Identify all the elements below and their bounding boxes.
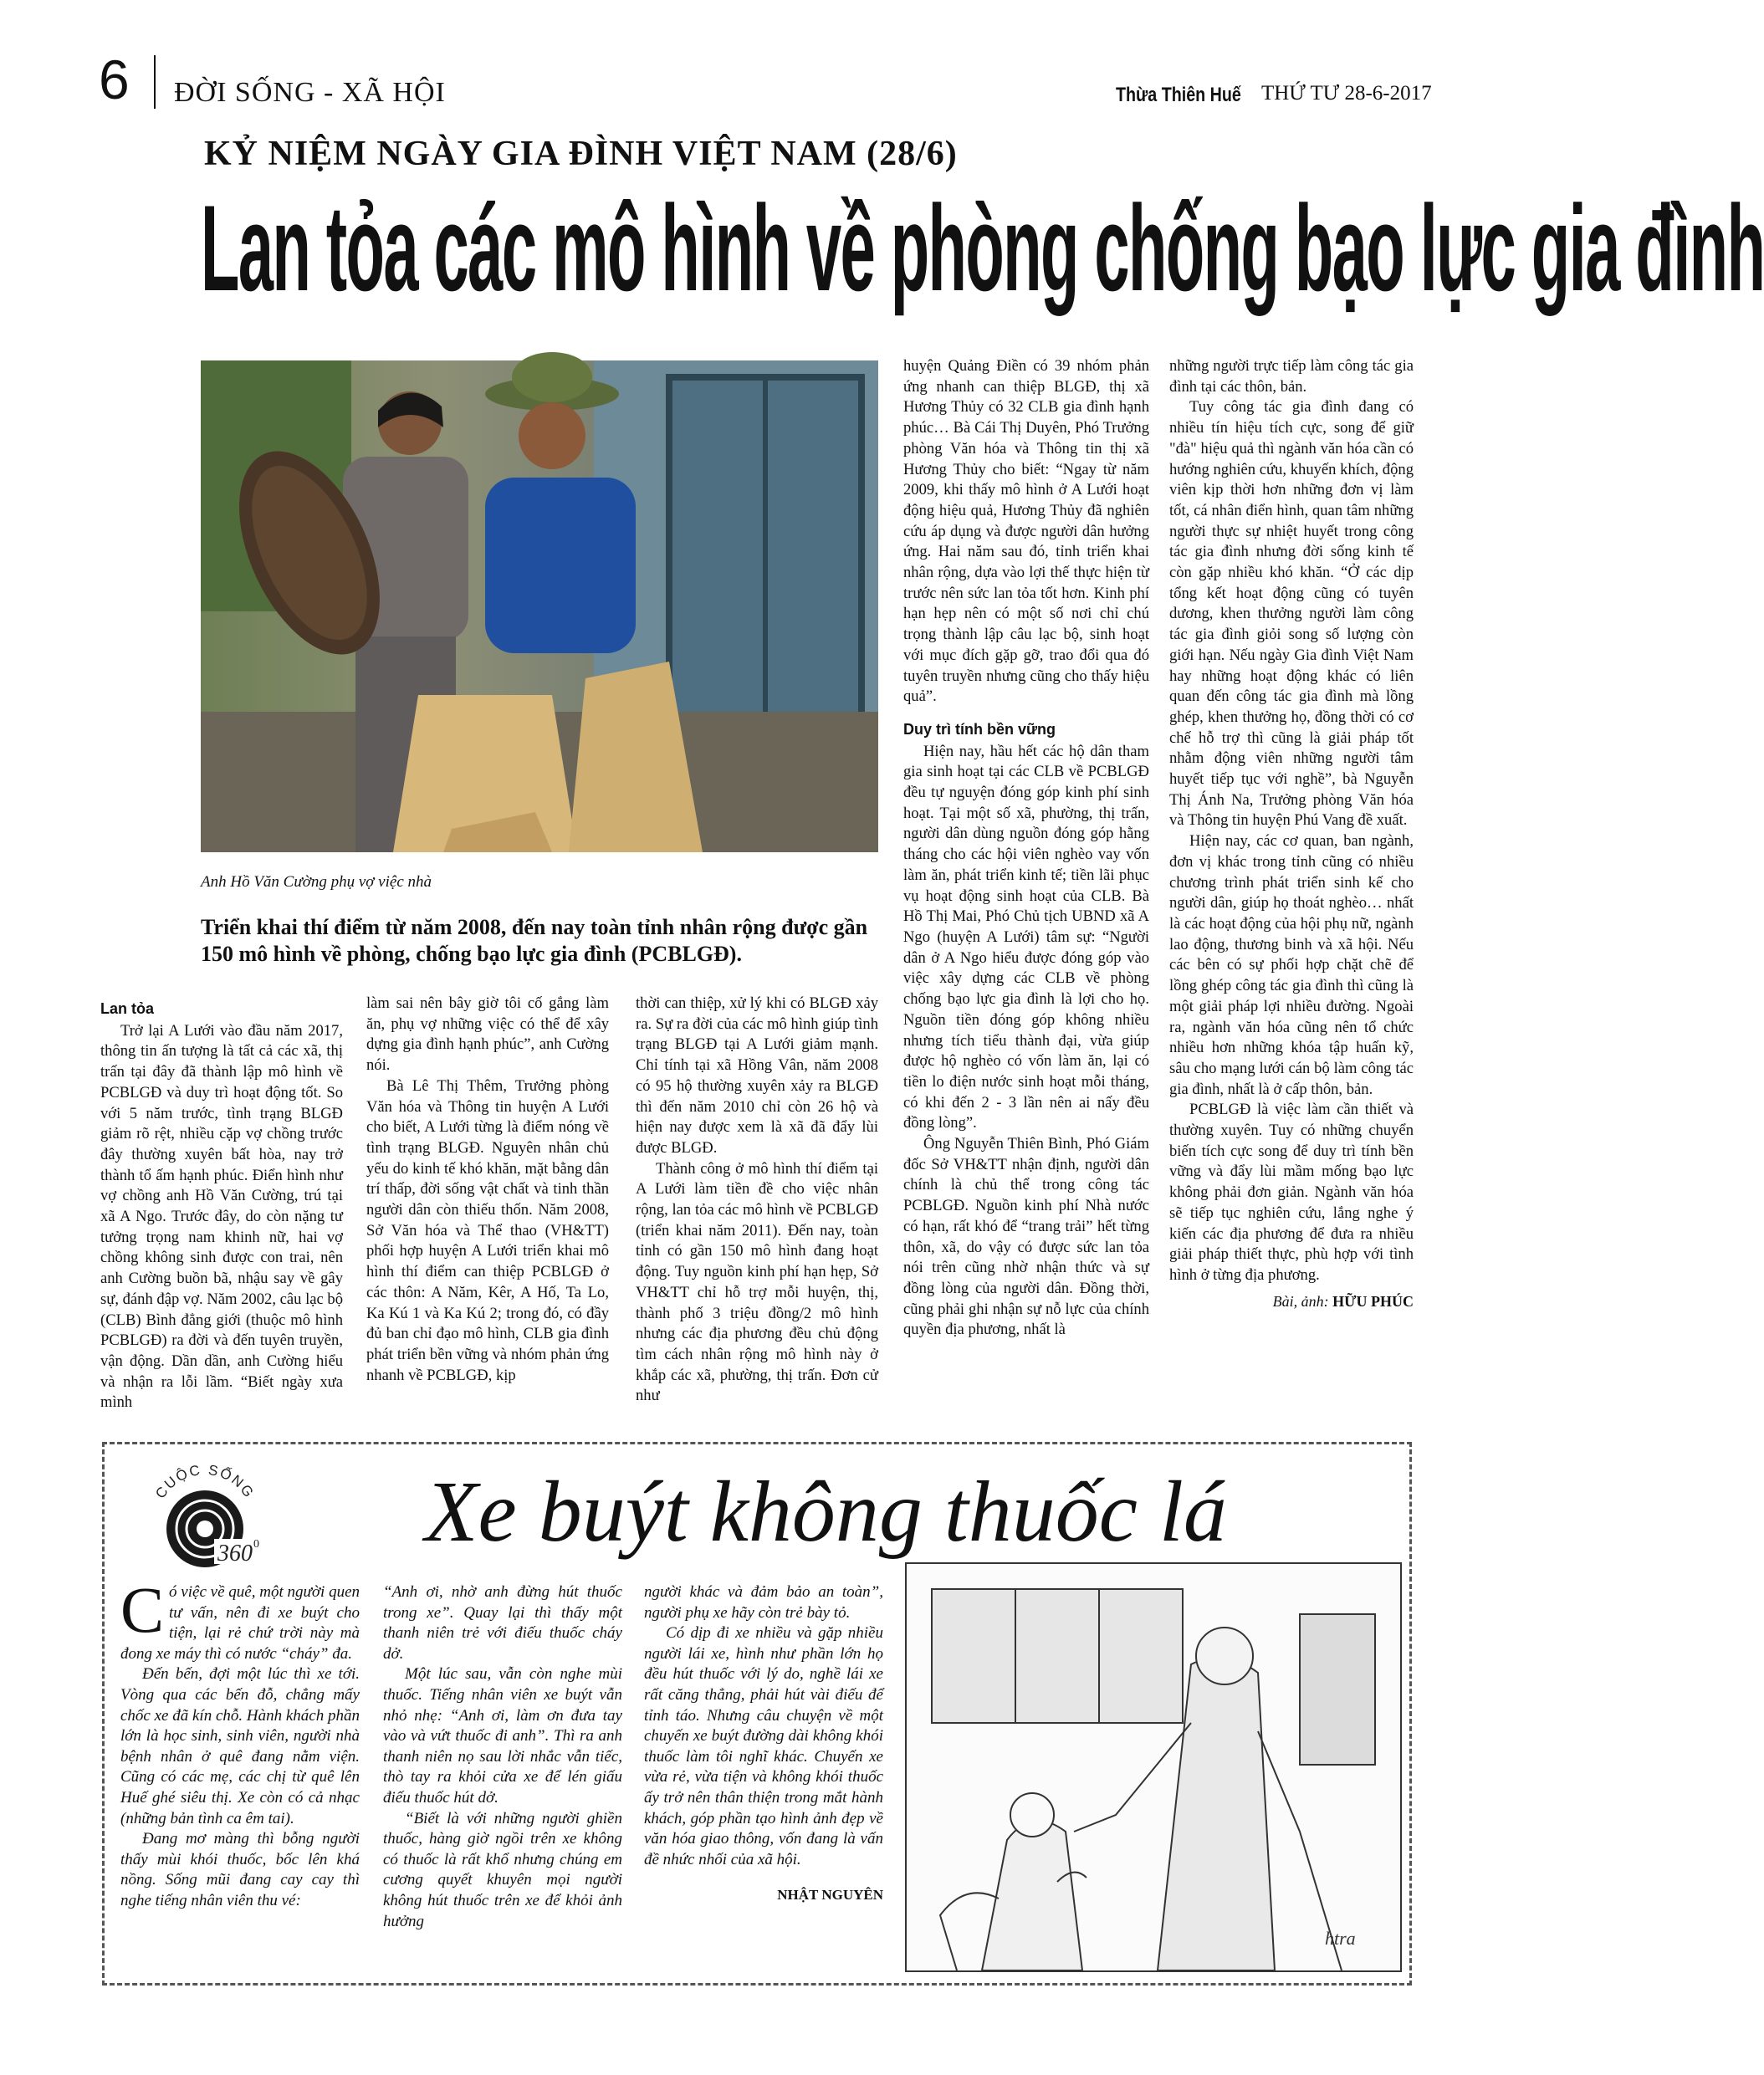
- paragraph: “Anh ơi, nhờ anh đừng hút thuốc trong xe”. Quay lại thì thấy một thanh niên trẻ với điếu thuốc cháy dở.: [383, 1583, 622, 1663]
- issue-date: THỨ TƯ 28-6-2017: [1261, 82, 1432, 105]
- paragraph: ó việc về quê, một người quen tư vấn, nên đi xe buýt cho tiện, lại rẻ chứ trời này mà đong xe máy thì có nước “cháy” đa.: [120, 1583, 360, 1663]
- logo-text: CUỘC SỐNG: [152, 1461, 258, 1502]
- paragraph: Tuy công tác gia đình đang có nhiều tín hiệu tích cực, song để giữ "đà" hiệu quả thì ngành văn hóa cần có hướng nghiên cứu, khuyến khích, động viên kịp thời hơn những đơn vị làm tốt, cá nhân điển hình, quan tâm những người thực sự nhiệt huyết trong công tác gia đình nhưng đời sống kinh tế còn gặp nhiều khó khăn. “Ở các dịp tổng kết hoạt động cũng có tuyên dương, khen thưởng người làm công tác gia đình giỏi song số lượng còn giới hạn. Nếu ngày Gia đình Việt Nam hay những hoạt động khác có liên quan đến công tác gia đình mà lồng ghép, khen thưởng họ, đồng thời có cơ chế hỗ trợ thì cũng là giải pháp tốt nhằm động viên những người tâm huyết tiếp tục với nghề”, bà Nguyễn Thị Ánh Na, Trưởng phòng Văn hóa và Thông tin huyện Phú Vang đề xuất.: [1169, 398, 1414, 830]
- photo-caption: Anh Hồ Văn Cường phụ vợ việc nhà: [201, 873, 432, 891]
- page-number: 6: [99, 49, 130, 110]
- feature-author: NHẬT NGUYÊN: [777, 1887, 883, 1904]
- feature-column-2: [383, 1582, 622, 1932]
- article-column-1: [100, 999, 343, 1413]
- bus-illustration: [905, 1562, 1402, 1972]
- byline: [1169, 1291, 1414, 1312]
- paragraph: Thành công ở mô hình thí điểm tại A Lưới làm tiền đề cho việc nhân rộng, lan tỏa các mô hình về PCBLGĐ (triển khai năm 2011). Đến nay, toàn tỉnh có gần 150 mô hình đang hoạt động. Tuy nguồn kinh phí hạn hẹp, Sở VH&TT chỉ hỗ trợ mỗi huyện, thị, thành phố 3 triệu đồng/2 mô hình nhưng các địa phương đều chủ động tìm cách nhân rộng mô hình này ở khắp các xã, phường, thị trấn. Đơn cử như: [636, 1159, 878, 1405]
- section-title: ĐỜI SỐNG - XÃ HỘI: [174, 77, 446, 108]
- paragraph: Ông Nguyễn Thiên Bình, Phó Giám đốc Sở VH&TT nhận định, người dân chính là chủ thể trong công tác PCBLGĐ. Nguồn kinh phí Nhà nước có hạn, rất khó để “trang trải” hết từng thôn, xã, do vậy có được sức lan tỏa nói trên cũng nhờ nhận thức và sự đồng lòng của người dân. Đồng thời, cũng phải ghi nhận sự nỗ lực của chính quyền địa phương, nhất là: [903, 1135, 1149, 1339]
- feature-column-1: [120, 1573, 360, 1912]
- cuoc-song-360-logo: [142, 1457, 268, 1574]
- paragraph: Bà Lê Thị Thêm, Trưởng phòng Văn hóa và Thông tin huyện A Lưới cho biết, A Lưới từng là điểm nóng về tình trạng BLGĐ. Nguyên nhân chủ yếu do kinh tế khó khăn, mặt bằng dân trí thấp, đời sống vật chất và tinh thần người dân còn thiếu thốn. Năm 2008, Sở Văn hóa và Thể thao (VH&TT) phối hợp huyện A Lưới triển khai mô hình thí điểm can thiệp PCBLGĐ ở các thôn: A Năm, Kêr, A Hố, Ta Lo, Ka Kú 1 và Ka Kú 2; trong đó, có đầy đủ ban chỉ đạo mô hình, CLB gia đình phát triển bền vững và nhóm phản ứng nhanh về PCBLGĐ, kịp: [366, 1076, 609, 1384]
- paragraph: người khác và đảm bảo an toàn”, người phụ xe hãy còn trẻ bày tỏ.: [644, 1583, 883, 1622]
- article-lead: Triển khai thí điểm từ năm 2008, đến nay toàn tỉnh nhân rộng được gần 150 mô hình về phòng, chống bạo lực gia đình (PCBLGĐ).: [201, 915, 868, 966]
- paragraph: làm sai nên bây giờ tôi cố gắng làm ăn, phụ vợ những việc có thể để xây dựng gia đình hạnh phúc”, anh Cường nói.: [366, 994, 609, 1075]
- article-column-2: [366, 994, 609, 1386]
- byline-author: HỮU PHÚC: [1332, 1292, 1414, 1310]
- newspaper-name: Thừa Thiên Huế: [1116, 84, 1241, 106]
- paragraph: Có dịp đi xe nhiều và gặp nhiều người lái xe, hình như phần lớn họ đều hút thuốc với lý do, nghề lái xe rất căng thẳng, phải hút vài điếu để tỉnh táo. Nhưng câu chuyện về một chuyến xe buýt đường dài không khói thuốc làm tôi nghĩ khác. Chuyến xe vừa rẻ, vừa tiện và không khói thuốc ấy trở nên thân thiện trong mắt hành khách, góp phần tạo hình ảnh đẹp về văn hóa giao thông, vốn đang là vấn đề nhức nhối của xã hội.: [644, 1624, 883, 1868]
- illustration-signature: htra: [1325, 1928, 1356, 1949]
- paragraph: PCBLGĐ là việc làm cần thiết và thường xuyên. Tuy có những chuyển biến tích cực song để duy trì tính bền vững và đẩy lùi mầm mống bạo lực không phải đơn giản. Ngành văn hóa sẽ tiếp tục nghiên cứu, lắng nghe ý kiến các địa phương để đưa ra nhiều giải pháp thiết thực, phù hợp với tình hình ở từng địa phương.: [1169, 1101, 1414, 1284]
- subhead-duy-tri: Duy trì tính bền vững: [903, 720, 1056, 738]
- header-divider: [154, 55, 156, 109]
- paragraph: Đến bến, đợi một lúc thì xe tới. Vòng qua các bến đỗ, chẳng mấy chốc xe đã kín chỗ. Hành khách phần lớn là học sinh, sinh viên, người nhà bệnh nhân ở quê đang nằm viện. Cũng có các mẹ, các chị từ quê lên Huế ghé siêu thị. Xe còn có cả nhạc (những bản tình ca êm tai).: [120, 1665, 360, 1827]
- article-column-3: [636, 994, 878, 1407]
- paragraph: huyện Quảng Điền có 39 nhóm phản ứng nhanh can thiệp BLGĐ, thị xã Hương Thủy có 32 CLB gia đình hạnh phúc… Bà Cái Thị Duyên, Phó Trưởng phòng Văn hóa và Thông tin thị xã Hương Thủy cho biết: “Ngay từ năm 2009, khi thấy mô hình ở A Lưới hoạt động hiệu quả, Hương Thủy đã nghiên cứu áp dụng và được người dân hưởng ứng. Hai năm sau đó, tỉnh triển khai nhân rộng, dựa vào lợi thế thực hiện từ trước nên sức lan tỏa tốt hơn. Kinh phí hạn hẹp nên có một số nơi chỉ chú trọng thành lập câu lạc bộ, sinh hoạt với mục đích gặp gỡ, trao đổi qua đó tuyên truyền nhưng cũng cho thấy hiệu quả”.: [903, 357, 1149, 706]
- paragraph: Một lúc sau, vẫn còn nghe mùi thuốc. Tiếng nhân viên xe buýt vẫn nhỏ nhẹ: “Anh ơi, làm ơn đưa tay vào và vứt thuốc đi anh”. Thì ra anh thanh niên nọ sau lời nhắc vẫn tiếc, thò tay ra khỏi cửa xe để lén giấu điếu thuốc hút dở.: [383, 1665, 622, 1807]
- feature-column-3: [644, 1582, 883, 1906]
- paragraph: Đang mơ màng thì bỗng người thấy mùi khói thuốc, bốc lên khá nồng. Sống mũi đang cay cay thì nghe tiếng nhân viên thu vé:: [120, 1830, 360, 1909]
- logo-degree: 0: [253, 1538, 259, 1551]
- logo-number: 360: [217, 1541, 253, 1566]
- paragraph: “Biết là với những người ghiền thuốc, hàng giờ ngồi trên xe không có thuốc là rất khổ nhưng chúng em cương quyết khuyên mọi người không hút thuốc trên xe để khỏi ảnh hưởng: [383, 1809, 622, 1930]
- article-column-5: [1169, 356, 1414, 1311]
- article-column-4: [903, 356, 1149, 1341]
- article-kicker: KỶ NIỆM NGÀY GIA ĐÌNH VIỆT NAM (28/6): [204, 135, 958, 173]
- drop-cap: C: [120, 1573, 165, 1646]
- paragraph: Hiện nay, các cơ quan, ban ngành, đơn vị khác trong tỉnh cũng có nhiều chương trình phát triển sinh kế cho người dân, giúp họ thoát nghèo… nhất là các hoạt động của hội phụ nữ, ngành lao động, thương binh và xã hội. Nếu các bên có sự phối hợp chặt chẽ để lồng ghép công tác gia đình thì cũng là một giải pháp lợi nhiều đường. Ngoài ra, ngành văn hóa cũng nên tổ chức nhiều hơn những khóa tập huấn kỹ, sâu cho mạng lưới cán bộ làm công tác gia đình, nhất là ở cấp thôn, bản.: [1169, 832, 1414, 1098]
- paragraph: những người trực tiếp làm công tác gia đình tại các thôn, bản.: [1169, 357, 1414, 396]
- paragraph: thời can thiệp, xử lý khi có BLGĐ xảy ra. Sự ra đời của các mô hình giúp tình trạng BLGĐ tại A Lưới giảm mạnh. Chỉ tính tại xã Hồng Vân, năm 2008 có 95 hộ thường xuyên xảy ra BLGĐ thì đến năm 2010 chỉ còn 26 hộ và hiện nay được xem là xã đã đẩy lùi được BLGĐ.: [636, 994, 878, 1157]
- article-headline: Lan tỏa các mô hình về phòng chống bạo lực gia đình: [201, 180, 1764, 316]
- byline-label: Bài, ảnh:: [1272, 1292, 1329, 1310]
- paragraph: Trở lại A Lưới vào đầu năm 2017, thông tin ấn tượng là tất cả các xã, thị trấn tại đây đã thành lập mô hình về PCBLGĐ và duy trì hoạt động tốt. So với 5 năm trước, tình trạng BLGĐ giảm rõ rệt, nhiều cặp vợ chồng trước đây thường xuyên bất hòa, nay trở thành tổ ấm hạnh phúc. Điển hình như vợ chồng anh Hồ Văn Cường, trú tại xã A Ngo. Trước đây, do còn nặng tư tưởng trọng nam khinh nữ, hai vợ chồng không sinh được con trai, nên anh Cường buồn bã, nhậu say về gây sự, đánh đập vợ. Năm 2002, câu lạc bộ (CLB) Bình đẳng giới (thuộc mô hình PCBLGĐ) ra đời và đến tuyên truyền, vận động. Dần dần, anh Cường hiểu và nhận ra lỗi lầm. “Biết ngày xưa mình: [100, 1021, 343, 1412]
- subhead-lan-toa: Lan tỏa: [100, 1000, 155, 1017]
- paragraph: Hiện nay, hầu hết các hộ dân tham gia sinh hoạt tại các CLB về PCBLGĐ đều tự nguyện đóng góp kinh phí sinh hoạt. Tại một số xã, phường, thị trấn, người dân dùng nguồn đóng góp hằng tháng cho các hội viên nghèo vay vốn làm ăn, phát triển kinh tế; tiền lãi phục vụ hoạt động sinh hoạt của CLB. Bà Hồ Thị Mai, Phó Chủ tịch UBND xã A Ngo (huyện A Lưới) tâm sự: “Người dân ở A Ngo hiểu được đóng góp vào việc xây dựng các CLB về phòng chống bạo lực gia đình là lợi cho họ. Nguồn tiền đóng góp không nhiều nhưng tích tiểu thành đại, vừa giúp được hộ nghèo có vốn làm ăn, lại có tiền lo điện nước sinh hoạt mỗi tháng, có khi đến 2 - 3 lần nên ai nấy đều đồng lòng”.: [903, 742, 1149, 1132]
- article-photo: [201, 360, 878, 852]
- feature-title: Xe buýt không thuốc lá: [425, 1464, 1227, 1560]
